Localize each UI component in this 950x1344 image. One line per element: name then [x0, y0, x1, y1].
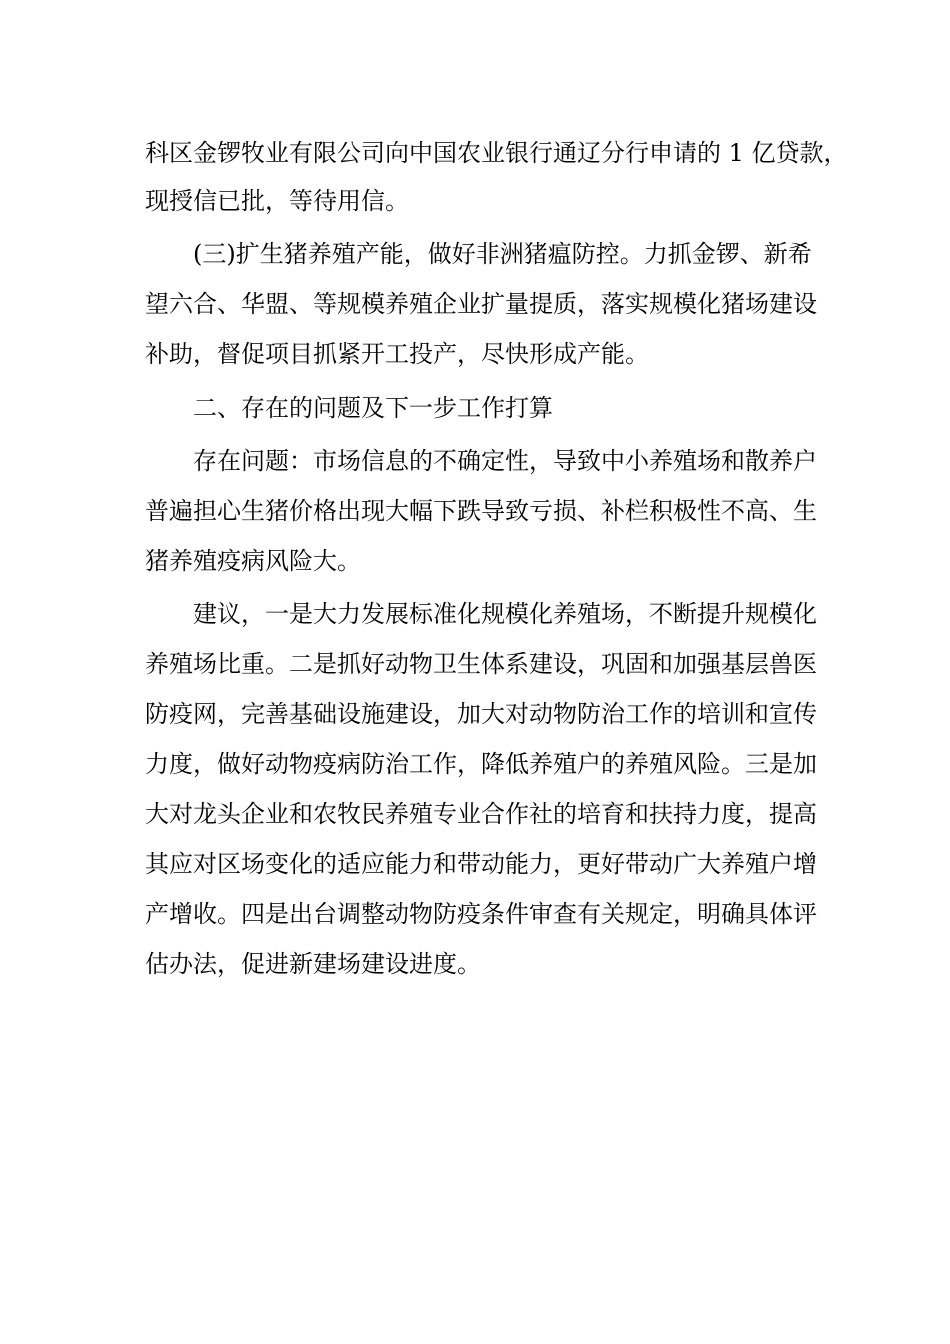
text-line: 估办法，促进新建场建设进度。	[145, 950, 481, 978]
text-line: (三)扩生猪养殖产能，做好非洲猪瘟防控。力抓金锣、新希	[145, 240, 812, 268]
text-line: 存在问题：市场信息的不确定性，导致中小养殖场和散养户	[145, 447, 817, 475]
text-line: 防疫网，完善基础设施建设，加大对动物防治工作的培训和宣传	[145, 700, 817, 728]
section-heading: 二、存在的问题及下一步工作打算	[145, 394, 553, 422]
text-line: 产增收。四是出台调整动物防疫条件审查有关规定，明确具体评	[145, 900, 817, 928]
text-line: 补助，督促项目抓紧开工投产，尽快形成产能。	[145, 340, 649, 368]
text-line: 望六合、华盟、等规模养殖企业扩量提质，落实规模化猪场建设	[145, 290, 817, 318]
text-line: 力度，做好动物疫病防治工作，降低养殖户的养殖风险。三是加	[145, 750, 817, 778]
text-line: 现授信已批，等待用信。	[145, 187, 409, 215]
text-line: 其应对区场变化的适应能力和带动能力，更好带动广大养殖户增	[145, 850, 817, 878]
text-line: 养殖场比重。二是抓好动物卫生体系建设，巩固和加强基层兽医	[145, 650, 817, 678]
text-line: 建议，一是大力发展标准化规模化养殖场，不断提升规模化	[145, 600, 817, 628]
text-line: 大对龙头企业和农牧民养殖专业合作社的培育和扶持力度，提高	[145, 800, 817, 828]
text-line: 普遍担心生猪价格出现大幅下跌导致亏损、补栏积极性不高、生	[145, 497, 817, 525]
text-line: 科区金锣牧业有限公司向中国农业银行通辽分行申请的 1 亿贷款，	[145, 139, 848, 167]
text-line: 猪养殖疫病风险大。	[145, 547, 361, 575]
